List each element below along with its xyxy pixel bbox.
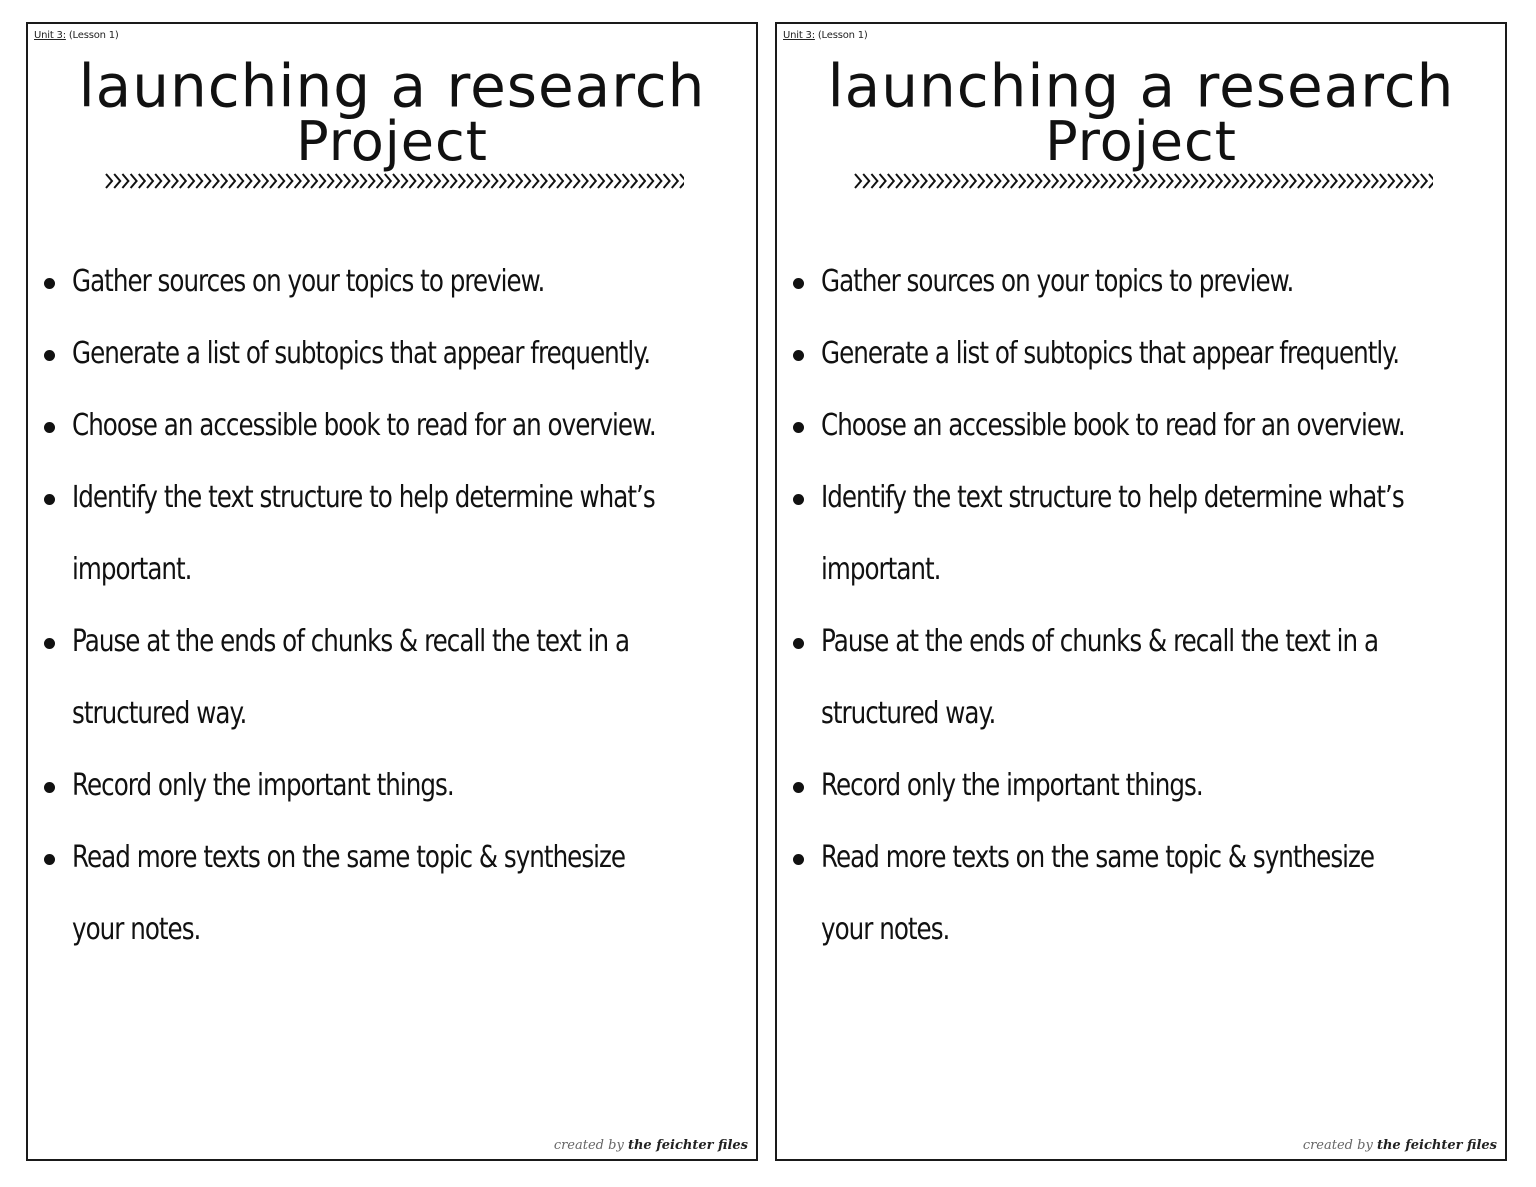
chevron-mark — [1413, 174, 1419, 188]
chevron-mark — [1208, 174, 1214, 188]
chevron-divider — [853, 170, 1433, 192]
chevron-mark — [1158, 174, 1164, 188]
lesson-label: (Lesson 1) — [817, 30, 868, 41]
chevron-mark — [418, 174, 424, 188]
bullet-icon — [44, 494, 55, 505]
chevron-mark — [855, 174, 861, 188]
chevron-mark — [426, 174, 432, 188]
credit-brand: the feichter files — [627, 1138, 748, 1153]
chevron-mark — [344, 174, 350, 188]
chevron-mark — [655, 174, 661, 188]
chevron-mark — [500, 174, 506, 188]
chevron-mark — [1355, 174, 1361, 188]
chevron-mark — [1167, 174, 1173, 188]
chevron-mark — [549, 174, 555, 188]
list-item: Choose an accessible book to read for an overview. — [42, 390, 742, 462]
chevron-mark — [937, 174, 943, 188]
chevron-mark — [401, 174, 407, 188]
bullet-icon — [793, 638, 804, 649]
chevron-mark — [994, 174, 1000, 188]
list-item: Pause at the ends of chunks & recall the text in a — [42, 606, 742, 678]
chevron-mark — [278, 174, 284, 188]
chevron-mark — [953, 174, 959, 188]
chevron-mark — [483, 174, 489, 188]
chevron-mark — [978, 174, 984, 188]
chevron-mark — [1117, 174, 1123, 188]
list-item-continuation: important. — [821, 552, 941, 587]
chevron-mark — [450, 174, 456, 188]
chevron-mark — [672, 174, 678, 188]
chevron-mark — [1093, 174, 1099, 188]
unit-label: Unit 3: — [34, 30, 66, 41]
chevron-mark — [871, 174, 877, 188]
chevron-mark — [491, 174, 497, 188]
chevron-mark — [532, 174, 538, 188]
chevron-mark — [1035, 174, 1041, 188]
chevron-mark — [1224, 174, 1230, 188]
chevron-mark — [1404, 174, 1410, 188]
chevron-mark — [664, 174, 670, 188]
list-item: Generate a list of subtopics that appear frequently. — [42, 318, 742, 390]
anchor-chart-card-left — [26, 22, 758, 1161]
chevron-mark — [1019, 174, 1025, 188]
chevron-mark — [1290, 174, 1296, 188]
chevron-mark — [237, 174, 243, 188]
chevron-mark — [1199, 174, 1205, 188]
bullet-icon — [793, 494, 804, 505]
chevron-mark — [1331, 174, 1337, 188]
chevron-mark — [1273, 174, 1279, 188]
chevron-mark — [131, 174, 137, 188]
chevron-mark — [639, 174, 645, 188]
bullet-icon — [793, 278, 804, 289]
chevron-mark — [863, 174, 869, 188]
chevron-mark — [1306, 174, 1312, 188]
bullet-icon — [44, 638, 55, 649]
chevron-mark — [1281, 174, 1287, 188]
list-item: Generate a list of subtopics that appear frequently. — [791, 318, 1491, 390]
card-title-line-1: launching a research — [827, 51, 1455, 121]
bullet-icon — [44, 854, 55, 865]
chevron-mark — [598, 174, 604, 188]
credit-line — [1303, 1138, 1497, 1153]
chevron-mark — [1380, 174, 1386, 188]
chevron-mark — [467, 174, 473, 188]
chevron-mark — [1388, 174, 1394, 188]
unit-label: Unit 3: — [783, 30, 815, 41]
chevron-mark — [311, 174, 317, 188]
chevron-mark — [475, 174, 481, 188]
chevron-mark — [286, 174, 292, 188]
chevron-mark — [229, 174, 235, 188]
chevron-divider — [104, 170, 684, 192]
bullet-icon — [793, 350, 804, 361]
chevron-mark — [368, 174, 374, 188]
chevron-mark — [508, 174, 514, 188]
chevron-mark — [1076, 174, 1082, 188]
chevron-mark — [270, 174, 276, 188]
steps-list — [791, 246, 1491, 966]
chevron-mark — [147, 174, 153, 188]
chevron-mark — [1142, 174, 1148, 188]
chevron-mark — [1060, 174, 1066, 188]
credit-prefix: created by — [553, 1138, 624, 1153]
unit-lesson-label — [34, 30, 119, 41]
chevron-mark — [880, 174, 886, 188]
chevron-mark — [557, 174, 563, 188]
card-title-line-1: launching a research — [78, 51, 706, 121]
bullet-icon — [793, 422, 804, 433]
chevron-mark — [245, 174, 251, 188]
list-item-continuation: your notes. — [821, 912, 950, 947]
unit-lesson-label — [783, 30, 868, 41]
chevron-mark — [1265, 174, 1271, 188]
list-item: Pause at the ends of chunks & recall the text in a — [791, 606, 1491, 678]
chevron-mark — [106, 174, 112, 188]
chevron-mark — [1298, 174, 1304, 188]
card-title-line-2: Project — [1045, 110, 1237, 173]
chevron-mark — [1175, 174, 1181, 188]
chevron-mark — [1314, 174, 1320, 188]
chevron-mark — [122, 174, 128, 188]
chevron-mark — [1249, 174, 1255, 188]
chevron-mark — [434, 174, 440, 188]
chevron-mark — [1372, 174, 1378, 188]
chevron-mark — [1109, 174, 1115, 188]
list-item: Record only the important things. — [42, 750, 742, 822]
credit-brand: the feichter files — [1376, 1138, 1497, 1153]
chevron-mark — [459, 174, 465, 188]
chevron-mark — [516, 174, 522, 188]
chevron-mark — [155, 174, 161, 188]
chevron-mark — [213, 174, 219, 188]
chevron-mark — [1339, 174, 1345, 188]
chevron-mark — [1363, 174, 1369, 188]
chevron-mark — [1421, 174, 1427, 188]
chevron-mark — [114, 174, 120, 188]
chevron-mark — [1134, 174, 1140, 188]
chevron-mark — [614, 174, 620, 188]
chevron-mark — [139, 174, 145, 188]
chevron-mark — [912, 174, 918, 188]
chevron-mark — [204, 174, 210, 188]
chevron-mark — [180, 174, 186, 188]
chevron-mark — [1027, 174, 1033, 188]
chevron-mark — [1429, 174, 1433, 188]
chevron-mark — [606, 174, 612, 188]
steps-list — [42, 246, 742, 966]
bullet-icon — [44, 422, 55, 433]
list-item: Identify the text structure to help determine what’s — [42, 462, 742, 534]
list-item-continuation: structured way. — [821, 696, 996, 731]
chevron-mark — [565, 174, 571, 188]
chevron-mark — [945, 174, 951, 188]
chevron-mark — [888, 174, 894, 188]
chevron-mark — [1240, 174, 1246, 188]
chevron-mark — [262, 174, 268, 188]
credit-prefix: created by — [1302, 1138, 1373, 1153]
chevron-mark — [1011, 174, 1017, 188]
chevron-mark — [385, 174, 391, 188]
chevron-mark — [970, 174, 976, 188]
chevron-mark — [409, 174, 415, 188]
chevron-mark — [1216, 174, 1222, 188]
chevron-mark — [1322, 174, 1328, 188]
chevron-mark — [1183, 174, 1189, 188]
chevron-mark — [647, 174, 653, 188]
chevron-mark — [590, 174, 596, 188]
chevron-mark — [1085, 174, 1091, 188]
anchor-chart-card-right — [775, 22, 1507, 1161]
chevron-mark — [541, 174, 547, 188]
chevron-mark — [680, 174, 684, 188]
card-title-line-2: Project — [296, 110, 488, 173]
chevron-mark — [188, 174, 194, 188]
chevron-mark — [295, 174, 301, 188]
chevron-mark — [172, 174, 178, 188]
chevron-mark — [352, 174, 358, 188]
chevron-mark — [1232, 174, 1238, 188]
chevron-mark — [896, 174, 902, 188]
chevron-mark — [1101, 174, 1107, 188]
list-item: Read more texts on the same topic & synthesize — [42, 822, 742, 894]
bullet-icon — [44, 278, 55, 289]
chevron-mark — [1347, 174, 1353, 188]
chevron-mark — [962, 174, 968, 188]
chevron-mark — [360, 174, 366, 188]
chevron-mark — [904, 174, 910, 188]
lesson-label: (Lesson 1) — [68, 30, 119, 41]
chevron-mark — [986, 174, 992, 188]
chevron-mark — [319, 174, 325, 188]
chevron-mark — [1044, 174, 1050, 188]
chevron-mark — [163, 174, 169, 188]
chevron-mark — [1191, 174, 1197, 188]
bullet-icon — [44, 782, 55, 793]
list-item: Read more texts on the same topic & synthesize — [791, 822, 1491, 894]
chevron-mark — [393, 174, 399, 188]
list-item: Identify the text structure to help determine what’s — [791, 462, 1491, 534]
bullet-icon — [793, 854, 804, 865]
chevron-mark — [573, 174, 579, 188]
list-item: Gather sources on your topics to preview. — [791, 246, 1491, 318]
chevron-mark — [921, 174, 927, 188]
chevron-mark — [1003, 174, 1009, 188]
chevron-mark — [303, 174, 309, 188]
chevron-mark — [442, 174, 448, 188]
chevron-mark — [1126, 174, 1132, 188]
bullet-icon — [793, 782, 804, 793]
chevron-mark — [327, 174, 333, 188]
chevron-mark — [1150, 174, 1156, 188]
chevron-mark — [377, 174, 383, 188]
chevron-mark — [1068, 174, 1074, 188]
chevron-mark — [623, 174, 629, 188]
credit-line — [554, 1138, 748, 1153]
chevron-mark — [1052, 174, 1058, 188]
list-item: Gather sources on your topics to preview. — [42, 246, 742, 318]
chevron-mark — [631, 174, 637, 188]
chevron-mark — [582, 174, 588, 188]
list-item-continuation: your notes. — [72, 912, 201, 947]
chevron-mark — [196, 174, 202, 188]
chevron-mark — [929, 174, 935, 188]
chevron-mark — [1257, 174, 1263, 188]
list-item: Choose an accessible book to read for an overview. — [791, 390, 1491, 462]
list-item-continuation: important. — [72, 552, 192, 587]
list-item-continuation: structured way. — [72, 696, 247, 731]
chevron-mark — [221, 174, 227, 188]
chevron-mark — [254, 174, 260, 188]
list-item: Record only the important things. — [791, 750, 1491, 822]
chevron-mark — [1396, 174, 1402, 188]
chevron-mark — [524, 174, 530, 188]
chevron-mark — [336, 174, 342, 188]
bullet-icon — [44, 350, 55, 361]
